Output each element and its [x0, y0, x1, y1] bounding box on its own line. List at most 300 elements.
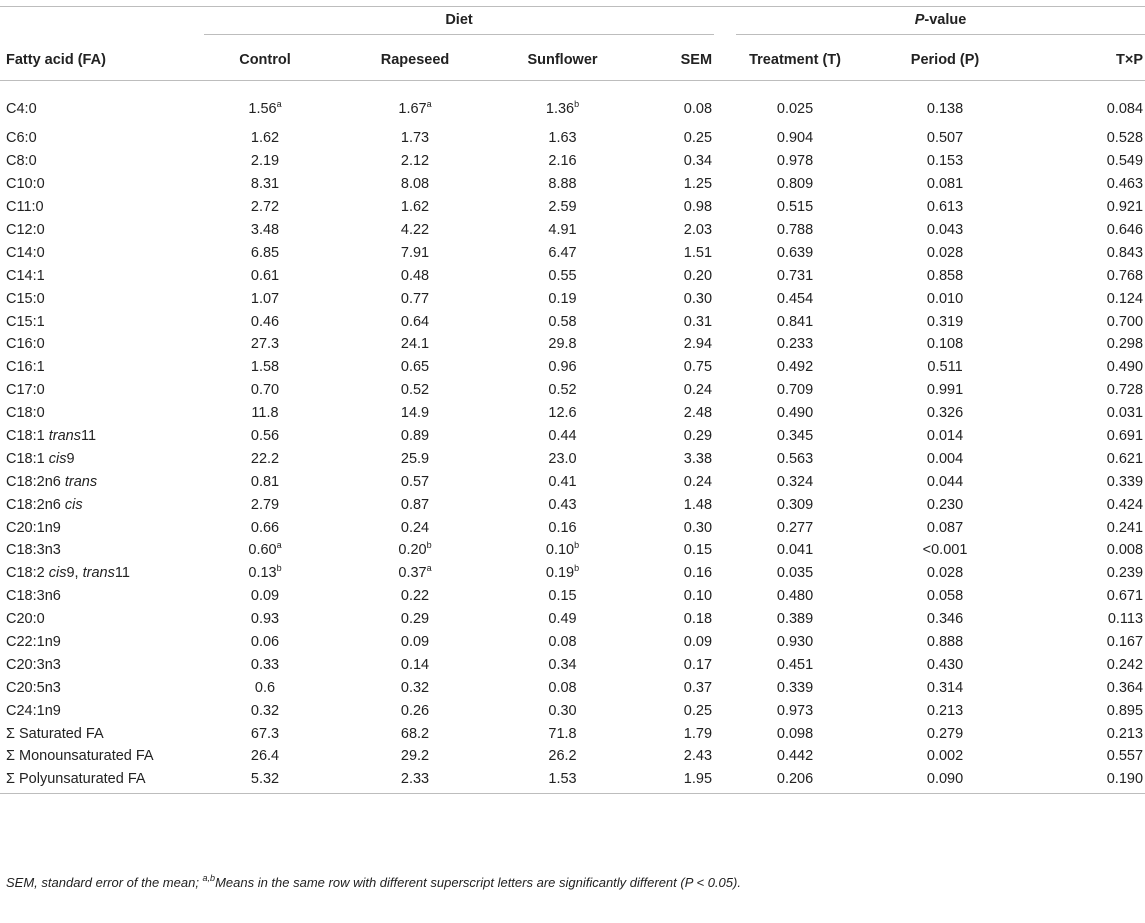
table-row	[0, 196, 1145, 219]
cell-rapeseed	[340, 196, 490, 219]
cell-p	[870, 676, 1020, 699]
fatty-acid-segment: 11	[80, 428, 97, 445]
cell-fatty-acid	[0, 173, 190, 196]
cell-sunflower	[490, 653, 635, 676]
cell-sem	[635, 585, 720, 608]
cell-value: 0.230	[926, 496, 964, 513]
cell-value: 0.26	[400, 702, 430, 719]
cell-fatty-acid	[0, 470, 190, 493]
cell-control	[190, 81, 340, 128]
cell-t	[720, 150, 870, 173]
cell-control	[190, 608, 340, 631]
table-row	[0, 241, 1145, 264]
cell-value: 0.89	[400, 428, 430, 445]
cell-value: 0.339	[776, 679, 814, 696]
cell-value: 2.79	[250, 496, 280, 513]
cell-value: 0.346	[926, 611, 964, 628]
cell-value: 0.549	[1106, 153, 1144, 170]
cell-rapeseed	[340, 653, 490, 676]
cell-value: 0.58	[548, 313, 577, 330]
fatty-acid-segment: C20:3n3	[6, 656, 61, 673]
cell-sem	[635, 722, 720, 745]
cell-p	[870, 127, 1020, 150]
fatty-acid-segment: C18:0	[6, 405, 45, 422]
cell-txp	[1020, 562, 1145, 585]
cell-sunflower	[490, 241, 635, 264]
cell-value: 1.62	[400, 199, 430, 216]
cell-value: 12.6	[548, 405, 577, 422]
cell-control	[190, 585, 340, 608]
cell-value: 4.22	[400, 222, 430, 238]
cell-value: 0.004	[926, 450, 964, 467]
cell-value: 29.8	[548, 336, 577, 353]
significance-superscript: b	[574, 540, 580, 551]
table-row	[0, 310, 1145, 333]
cell-control	[190, 173, 340, 196]
cell-value: 2.72	[250, 199, 280, 216]
cell-value: 0.30	[683, 519, 713, 536]
cell-sunflower	[490, 287, 635, 310]
cell-p	[870, 447, 1020, 470]
cell-value: 0.728	[1106, 382, 1144, 399]
cell-control	[190, 150, 340, 173]
table-row	[0, 356, 1145, 379]
fatty-acid-segment: C18:3n3	[6, 542, 61, 559]
cell-value: 0.6	[254, 679, 276, 696]
cell-sem	[635, 379, 720, 402]
cell-t	[720, 264, 870, 287]
cell-value: 6.85	[250, 244, 280, 261]
cell-fatty-acid	[0, 722, 190, 745]
table-row	[0, 562, 1145, 585]
cell-value: 0.511	[927, 359, 963, 376]
cell-value: 0.242	[1106, 656, 1144, 673]
cell-p	[870, 470, 1020, 493]
cell-value: 0.319	[926, 313, 964, 330]
cell-value: 0.451	[776, 656, 814, 673]
cell-value: 0.014	[926, 428, 964, 445]
cell-txp	[1020, 150, 1145, 173]
cell-value: 0.19	[548, 290, 577, 307]
cell-sunflower	[490, 219, 635, 242]
cell-value: 0.206	[776, 771, 814, 788]
cell-txp	[1020, 768, 1145, 793]
cell-value: 0.098	[776, 725, 814, 742]
cell-value: 0.34	[683, 153, 713, 170]
cell-t	[720, 516, 870, 539]
cell-value: 0.24	[683, 382, 713, 399]
cell-control	[190, 379, 340, 402]
cell-control	[190, 196, 340, 219]
cell-value: 1.07	[250, 290, 280, 307]
cell-p	[870, 653, 1020, 676]
cell-txp	[1020, 333, 1145, 356]
cell-sunflower	[490, 196, 635, 219]
cell-control	[190, 219, 340, 242]
footnote-part1: SEM, standard error of the mean;	[6, 875, 203, 890]
cell-fatty-acid	[0, 287, 190, 310]
cell-value: 1.48	[683, 496, 713, 513]
cell-value: 0.25	[683, 702, 713, 719]
fatty-acid-segment: C18:3n6	[6, 588, 61, 605]
cell-fatty-acid	[0, 402, 190, 425]
cell-value: 0.93	[250, 611, 280, 628]
significance-superscript: b	[574, 563, 580, 574]
cell-t	[720, 310, 870, 333]
cell-t	[720, 196, 870, 219]
cell-sem	[635, 516, 720, 539]
cell-p	[870, 310, 1020, 333]
cell-value: 0.233	[776, 336, 814, 353]
cell-value: 0.277	[776, 519, 814, 536]
cell-txp	[1020, 219, 1145, 242]
cell-value: 0.56	[250, 428, 280, 445]
cell-value: 0.29	[683, 428, 713, 445]
cell-value: 0.515	[776, 199, 814, 216]
cell-value: 0.480	[776, 588, 814, 605]
cell-rapeseed	[340, 608, 490, 631]
cell-sem	[635, 333, 720, 356]
cell-fatty-acid	[0, 310, 190, 333]
cell-value: 7.91	[400, 244, 430, 261]
table-row	[0, 539, 1145, 562]
cell-p	[870, 264, 1020, 287]
cell-txp	[1020, 470, 1145, 493]
cell-value: 0.895	[1106, 702, 1144, 719]
cell-rapeseed	[340, 425, 490, 448]
cell-txp	[1020, 241, 1145, 264]
cell-sunflower	[490, 81, 635, 128]
cell-rapeseed	[340, 402, 490, 425]
cell-sem	[635, 470, 720, 493]
cell-rapeseed	[340, 310, 490, 333]
cell-fatty-acid	[0, 196, 190, 219]
fatty-acid-segment: trans	[48, 428, 81, 445]
cell-p	[870, 287, 1020, 310]
cell-value: 0.70	[250, 382, 280, 399]
cell-fatty-acid	[0, 127, 190, 150]
cell-txp	[1020, 310, 1145, 333]
cell-value: 0.041	[776, 542, 814, 559]
cell-t	[720, 241, 870, 264]
cell-txp	[1020, 196, 1145, 219]
cell-rapeseed	[340, 516, 490, 539]
cell-value: 2.19	[250, 153, 280, 170]
cell-p	[870, 516, 1020, 539]
cell-txp	[1020, 608, 1145, 631]
cell-value: 27.3	[250, 336, 280, 353]
cell-fatty-acid	[0, 608, 190, 631]
cell-control	[190, 539, 340, 562]
fatty-acid-segment: C18:2n6	[6, 473, 65, 490]
cell-sunflower	[490, 608, 635, 631]
cell-fatty-acid	[0, 241, 190, 264]
cell-value: 0.32	[250, 702, 280, 719]
cell-sem	[635, 219, 720, 242]
cell-value: <0.001	[922, 542, 968, 559]
cell-t	[720, 81, 870, 128]
cell-control	[190, 745, 340, 768]
cell-t	[720, 539, 870, 562]
cell-fatty-acid	[0, 333, 190, 356]
cell-control	[190, 287, 340, 310]
cell-txp	[1020, 676, 1145, 699]
cell-fatty-acid	[0, 676, 190, 699]
cell-control	[190, 310, 340, 333]
fatty-acid-segment: C18:1	[6, 428, 49, 445]
cell-sunflower	[490, 562, 635, 585]
significance-superscript: a	[426, 563, 432, 574]
cell-t	[720, 608, 870, 631]
cell-value: 0.058	[926, 588, 964, 605]
cell-p	[870, 631, 1020, 654]
cell-p	[870, 493, 1020, 516]
cell-value: 0.326	[926, 405, 964, 422]
cell-control	[190, 333, 340, 356]
cell-t	[720, 287, 870, 310]
cell-value: 0.309	[776, 496, 814, 513]
fatty-acid-segment: C18:2	[6, 565, 49, 582]
significance-superscript: b	[276, 563, 282, 574]
cell-rapeseed	[340, 447, 490, 470]
cell-value: 0.490	[1106, 359, 1144, 376]
cell-value: 0.241	[1106, 519, 1144, 536]
cell-value: 0.035	[776, 565, 814, 582]
significance-superscript: a	[276, 99, 282, 109]
cell-control	[190, 447, 340, 470]
cell-value: 1.95	[683, 771, 713, 788]
cell-txp	[1020, 127, 1145, 150]
cell-value: 0.09	[250, 588, 280, 605]
cell-value: 29.2	[400, 748, 430, 765]
cell-rapeseed	[340, 676, 490, 699]
cell-value: 0.19	[545, 565, 575, 582]
fatty-acid-segment: C14:0	[6, 244, 45, 261]
cell-value: 11.8	[251, 405, 279, 422]
cell-value: 0.66	[250, 519, 280, 536]
cell-value: 0.002	[926, 748, 964, 765]
cell-p	[870, 699, 1020, 722]
cell-sunflower	[490, 264, 635, 287]
table-body	[0, 81, 1145, 794]
cell-txp	[1020, 585, 1145, 608]
cell-value: 0.37	[683, 679, 713, 696]
cell-value: 0.090	[926, 771, 964, 788]
cell-t	[720, 333, 870, 356]
cell-txp	[1020, 722, 1145, 745]
fatty-acid-segment: cis	[48, 565, 67, 582]
cell-value: 1.67	[398, 101, 427, 117]
cell-value: 0.557	[1106, 748, 1144, 765]
cell-rapeseed	[340, 241, 490, 264]
cell-p	[870, 585, 1020, 608]
pvalue-group-italic: P	[914, 12, 925, 28]
cell-txp	[1020, 287, 1145, 310]
cell-control	[190, 241, 340, 264]
cell-t	[720, 676, 870, 699]
cell-value: 0.113	[1107, 611, 1144, 628]
cell-fatty-acid	[0, 447, 190, 470]
cell-value: 0.08	[548, 634, 577, 651]
cell-t	[720, 493, 870, 516]
cell-value: 8.08	[400, 176, 430, 193]
cell-value: 0.424	[1106, 496, 1144, 513]
cell-value: 0.138	[926, 101, 964, 117]
cell-rapeseed	[340, 264, 490, 287]
fatty-acid-segment: C24:1n9	[6, 702, 61, 719]
cell-sunflower	[490, 150, 635, 173]
cell-sunflower	[490, 585, 635, 608]
cell-sem	[635, 608, 720, 631]
cell-rapeseed	[340, 127, 490, 150]
table-footnote	[6, 875, 741, 890]
cell-p	[870, 562, 1020, 585]
cell-p	[870, 356, 1020, 379]
cell-p	[870, 539, 1020, 562]
cell-value: 4.91	[548, 222, 577, 238]
cell-value: 0.44	[548, 428, 577, 445]
fatty-acid-segment: C4:0	[6, 101, 37, 117]
fatty-acid-table	[0, 6, 1145, 794]
cell-value: 0.190	[1106, 771, 1144, 788]
cell-control	[190, 699, 340, 722]
cell-value: 1.53	[548, 771, 577, 788]
cell-p	[870, 402, 1020, 425]
table-row	[0, 333, 1145, 356]
cell-value: 0.41	[548, 473, 577, 490]
cell-rapeseed	[340, 379, 490, 402]
fatty-acid-segment: cis	[48, 450, 67, 467]
fatty-acid-segment: 9	[66, 450, 75, 467]
cell-sunflower	[490, 516, 635, 539]
fatty-acid-segment: 11	[114, 565, 130, 582]
cell-sunflower	[490, 493, 635, 516]
cell-value: 0.563	[776, 450, 814, 467]
cell-value: 0.213	[926, 702, 964, 719]
cell-value: 0.57	[400, 473, 430, 490]
cell-value: 2.94	[683, 336, 713, 353]
cell-value: 0.841	[776, 313, 814, 330]
cell-control	[190, 653, 340, 676]
cell-sem	[635, 173, 720, 196]
cell-fatty-acid	[0, 631, 190, 654]
cell-control	[190, 631, 340, 654]
cell-value: 0.279	[926, 725, 964, 742]
cell-t	[720, 745, 870, 768]
cell-control	[190, 402, 340, 425]
cell-fatty-acid	[0, 150, 190, 173]
table-row	[0, 287, 1145, 310]
cell-value: 71.8	[548, 725, 577, 742]
cell-txp	[1020, 699, 1145, 722]
cell-sem	[635, 745, 720, 768]
significance-superscript: b	[426, 540, 432, 551]
cell-sem	[635, 699, 720, 722]
cell-value: 0.108	[926, 336, 964, 353]
cell-sunflower	[490, 425, 635, 448]
cell-control	[190, 722, 340, 745]
cell-value: 0.031	[1106, 405, 1144, 422]
cell-sunflower	[490, 447, 635, 470]
footnote-sup: a,b	[202, 873, 216, 883]
cell-txp	[1020, 493, 1145, 516]
cell-fatty-acid	[0, 539, 190, 562]
cell-t	[720, 470, 870, 493]
cell-value: 0.09	[683, 634, 713, 651]
cell-rapeseed	[340, 81, 490, 128]
cell-sunflower	[490, 631, 635, 654]
cell-control	[190, 516, 340, 539]
cell-sem	[635, 150, 720, 173]
cell-value: 3.48	[250, 222, 280, 238]
cell-txp	[1020, 631, 1145, 654]
cell-sunflower	[490, 676, 635, 699]
cell-value: 0.34	[548, 656, 577, 673]
significance-superscript: a	[426, 99, 432, 109]
cell-value: 0.153	[926, 153, 964, 170]
cell-rapeseed	[340, 722, 490, 745]
cell-rapeseed	[340, 631, 490, 654]
table-row	[0, 768, 1145, 793]
cell-t	[720, 219, 870, 242]
fatty-acid-segment: C20:1n9	[6, 519, 61, 536]
table-row	[0, 402, 1145, 425]
cell-value: 0.52	[548, 382, 577, 399]
cell-value: 1.25	[683, 176, 713, 193]
cell-sem	[635, 425, 720, 448]
fatty-acid-segment: trans	[82, 565, 115, 582]
cell-value: 0.31	[683, 313, 713, 330]
cell-fatty-acid	[0, 699, 190, 722]
cell-value: 0.298	[1106, 336, 1144, 353]
cell-sunflower	[490, 539, 635, 562]
cell-value: 0.16	[548, 519, 577, 536]
cell-sunflower	[490, 333, 635, 356]
cell-sunflower	[490, 402, 635, 425]
cell-value: 67.3	[250, 725, 280, 742]
fatty-acid-segment: Σ Monounsaturated FA	[6, 748, 154, 765]
footnote-part2: Means in the same row with different superscript letters are significantly different (P < 0.05).	[215, 875, 741, 890]
cell-value: 0.98	[683, 199, 713, 216]
table-row	[0, 676, 1145, 699]
cell-t	[720, 653, 870, 676]
cell-value: 0.731	[776, 267, 814, 284]
col-header-sunflower: Sunflower	[490, 40, 635, 81]
cell-t	[720, 699, 870, 722]
cell-t	[720, 585, 870, 608]
cell-value: 0.13	[248, 565, 277, 582]
cell-value: 0.339	[1106, 473, 1144, 490]
cell-value: 0.55	[548, 267, 577, 284]
col-header-txp: T×P	[1020, 40, 1145, 81]
cell-value: 0.008	[1106, 542, 1144, 559]
cell-sem	[635, 402, 720, 425]
cell-sem	[635, 310, 720, 333]
cell-value: 0.18	[683, 611, 713, 628]
cell-p	[870, 173, 1020, 196]
cell-value: 22.2	[250, 450, 280, 467]
cell-value: 8.88	[548, 176, 577, 193]
cell-rapeseed	[340, 585, 490, 608]
cell-rapeseed	[340, 493, 490, 516]
cell-p	[870, 150, 1020, 173]
cell-value: 1.63	[548, 130, 577, 147]
table-row	[0, 585, 1145, 608]
cell-value: 0.65	[400, 359, 430, 376]
fatty-acid-segment: C10:0	[6, 176, 45, 193]
cell-value: 1.36	[545, 101, 575, 117]
cell-value: 1.56	[248, 101, 277, 117]
